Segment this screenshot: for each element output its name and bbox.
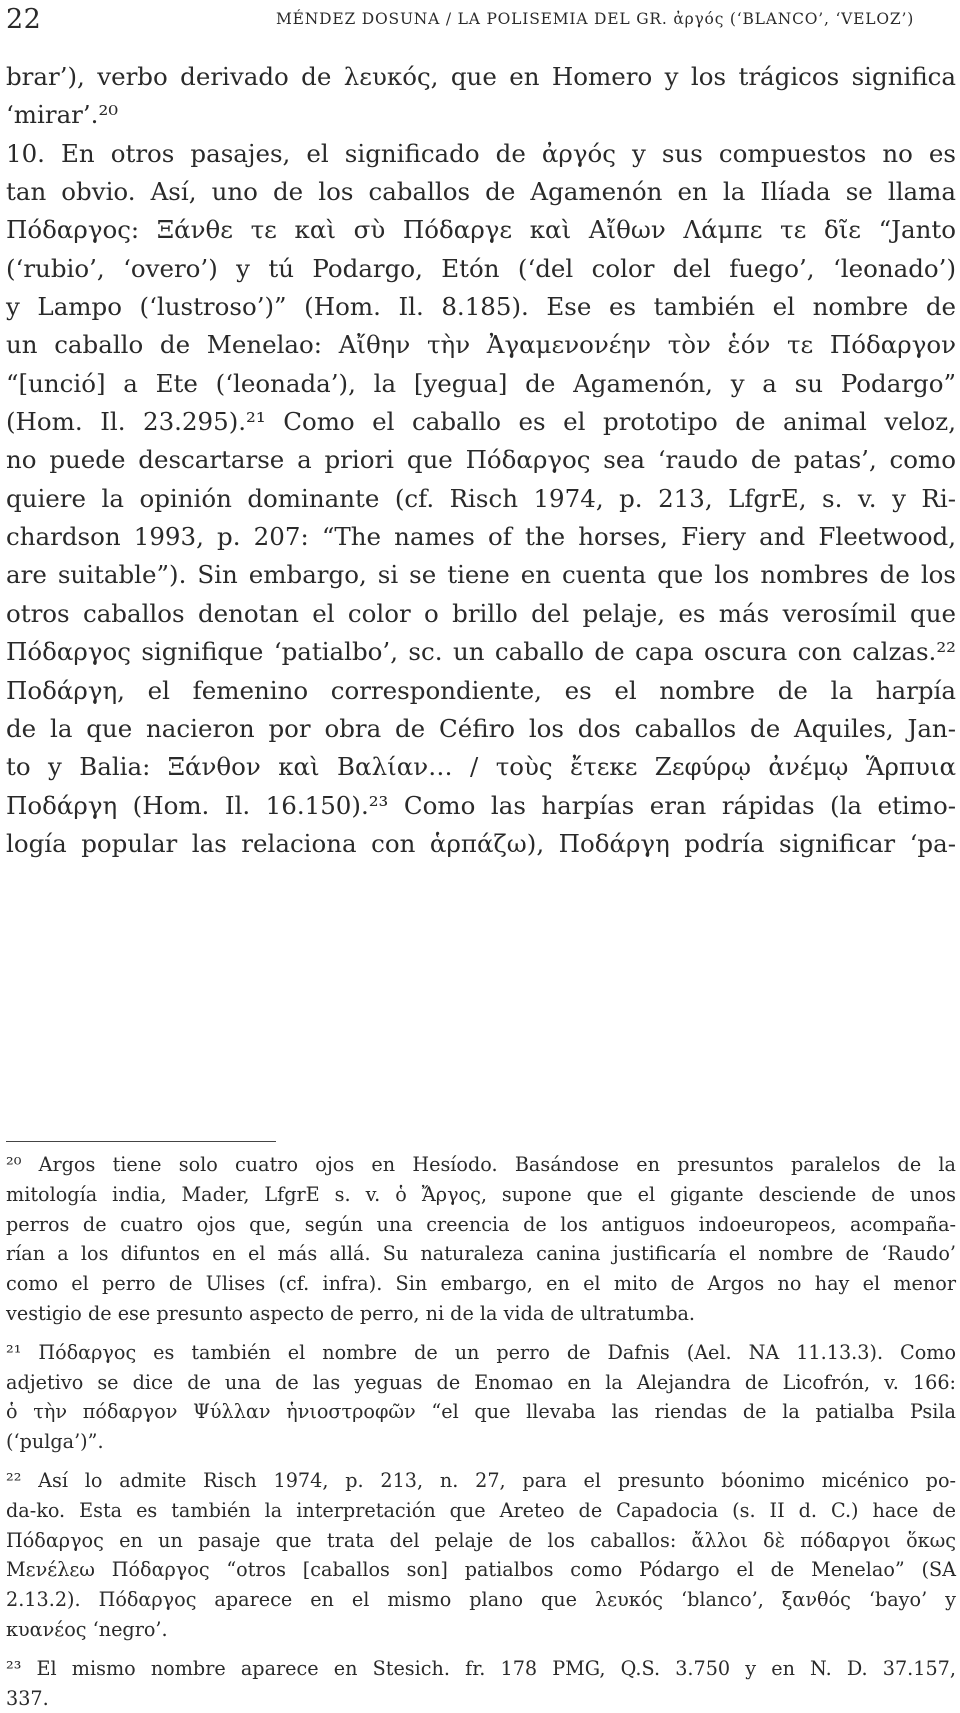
footnote-22: [6, 1466, 956, 1645]
body-line: are suitable”). Sin embargo, si se tiene en cuenta que los nombres de los: [6, 560, 956, 590]
body-line: Ποδάργη, el femenino correspondiente, es el nombre de la harpía: [6, 675, 956, 705]
body-line: 10. En otros pasajes, el significado de ἀργός y sus compuestos no es: [6, 138, 956, 168]
footnote-23: [6, 1654, 956, 1713]
page-number: 22: [6, 4, 42, 35]
body-line: to y Balia: Ξάνθον καὶ Βαλίαν… / τοὺς ἔτεκε Ζεφύρῳ ἀνέμῳ Ἅρπυια: [6, 752, 956, 782]
body-line: chardson 1993, p. 207: “The names of the horses, Fiery and Fleetwood,: [6, 522, 956, 552]
footnote-line: como el perro de Ulises (cf. infra). Sin embargo, en el mito de Argos no hay el menor: [6, 1272, 956, 1296]
main-text: [6, 58, 956, 863]
body-line: “[unció] a Ete (‘leonada’), la [yegua] de Agamenón, y a su Podargo”: [6, 368, 956, 398]
footnote-line: κυανέος ‘negro’.: [6, 1617, 168, 1641]
body-line: brar’), verbo derivado de λευκός, que en Homero y los trágicos significa: [6, 62, 956, 91]
body-line: (‘rubio’, ‘overo’) y tú Podargo, Etón (‘del color del fuego’, ‘leonado’): [6, 253, 956, 283]
footnote-line: ²⁰ Argos tiene solo cuatro ojos en Hesíodo. Basándose en presuntos paralelos de la: [6, 1153, 956, 1176]
footnotes: [6, 1150, 956, 1713]
running-header: [6, 0, 956, 40]
body-line: Πόδαργος: Ξάνθε τε καὶ σὺ Πόδαργε καὶ Αἴθων Λάμπε τε δῖε “Janto: [6, 215, 956, 245]
body-line: ‘mirar’.²⁰: [6, 100, 119, 130]
footnote-line: ὁ τὴν πόδαργον Ψύλλαν ἡνιοστροφῶν “el que llevaba las riendas de la patialba Psila: [6, 1400, 956, 1424]
body-line: no puede descartarse a priori que Πόδαργος sea ‘raudo de patas’, como: [6, 445, 956, 475]
body-line: y Lampo (‘lustroso’)” (Hom. Il. 8.185). Ese es también el nombre de: [6, 292, 956, 322]
footnote-line: Πόδαργος en un pasaje que trata del pelaje de los caballos: ἄλλοι δὲ πόδαργοι ὅκως: [6, 1528, 956, 1552]
body-line: un caballo de Menelao: Αἴθην τὴν Ἀγαμενονέην τὸν ἑόν τε Πόδαργον: [6, 330, 956, 360]
footnote-line: ²³ El mismo nombre aparece en Stesich. fr. 178 PMG, Q.S. 3.750 y en N. D. 37.157,: [6, 1656, 956, 1680]
body-line: (Hom. Il. 23.295).²¹ Como el caballo es el prototipo de animal veloz,: [6, 407, 956, 437]
footnote-line: Μενέλεω Πόδαργος “otros [caballos son] patialbos como Pódargo el de Menelao” (SA: [6, 1558, 956, 1582]
footnote-20: [6, 1150, 956, 1329]
running-head-title: MÉNDEZ DOSUNA / LA POLISEMIA DEL GR. ἀργός (‘BLANCO’, ‘VELOZ’): [276, 10, 915, 28]
footnote-line: vestigio de ese presunto aspecto de perro, ni de la vida de ultratumba.: [6, 1301, 696, 1325]
footnote-line: adjetivo se dice de una de las yeguas de Enomao en la Alejandra de Licofrón, v. 166:: [6, 1370, 956, 1394]
footnote-21: [6, 1338, 956, 1457]
body-line: Ποδάργη (Hom. Il. 16.150).²³ Como las harpías eran rápidas (la etimo-: [6, 790, 956, 820]
body-line: tan obvio. Así, uno de los caballos de Agamenón en la Ilíada se llama: [6, 177, 956, 207]
footnote-separator: [6, 1141, 276, 1142]
footnote-line: da-ko. Esta es también la interpretación que Areteo de Capadocia (s. II d. C.) hace de: [6, 1498, 956, 1522]
body-line: Πόδαργος signifique ‘patialbo’, sc. un caballo de capa oscura con calzas.²²: [6, 637, 956, 667]
footnote-line: ²² Así lo admite Risch 1974, p. 213, n. 27, para el presunto bóonimo micénico po-: [6, 1468, 956, 1492]
footnote-line: mitología india, Mader, LfgrE s. v. ὁ Ἄργος, supone que el gigante desciende de unos: [6, 1182, 956, 1206]
footnote-line: 337.: [6, 1686, 49, 1710]
footnote-line: perros de cuatro ojos que, según una creencia de los antiguos indoeuropeos, acompaña-: [6, 1212, 956, 1236]
body-line: logía popular las relaciona con ἁρπάζω), Ποδάργη podría significar ‘pa-: [6, 828, 956, 858]
footnote-line: (‘pulga’)”.: [6, 1430, 104, 1454]
body-line: de la que nacieron por obra de Céfiro los dos caballos de Aquiles, Jan-: [6, 713, 956, 743]
body-line: quiere la opinión dominante (cf. Risch 1974, p. 213, LfgrE, s. v. y Ri-: [6, 483, 956, 513]
footnote-line: rían a los difuntos en el más allá. Su naturaleza canina justificaría el nombre de ‘Raudo’: [6, 1242, 956, 1266]
footnote-line: ²¹ Πόδαργος es también el nombre de un perro de Dafnis (Ael. NA 11.13.3). Como: [6, 1340, 956, 1364]
footnote-line: 2.13.2). Πόδαργος aparece en el mismo plano que λευκός ‘blanco’, ξανθός ‘bayo’ y: [6, 1588, 956, 1612]
body-line: otros caballos denotan el color o brillo del pelaje, es más verosímil que: [6, 598, 956, 628]
